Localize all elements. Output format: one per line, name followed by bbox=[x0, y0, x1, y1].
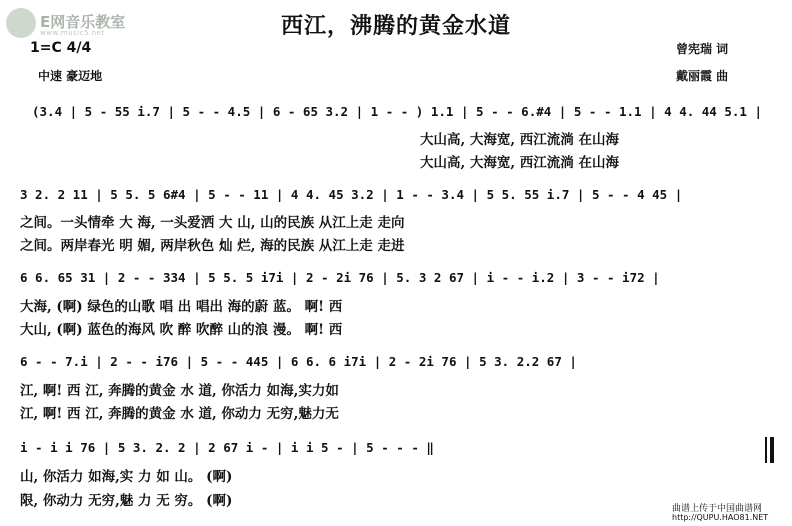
notation-line-5: i - i i 76 | 5 3. 2. 2 | 2 67 i - | i i 5 - | 5 - - - ‖ bbox=[20, 440, 434, 455]
key-signature: 1=C 4/4 bbox=[30, 40, 92, 56]
lyrics-line-1-verse-1: 大山高, 大海宽, 西江流淌 在山海 bbox=[420, 132, 619, 148]
tempo-marking: 中速 豪迈地 bbox=[38, 69, 103, 83]
lyrics-line-5-verse-2: 限, 你动力 无穷,魅 力 无 穷。 (啊) bbox=[20, 493, 233, 509]
lyrics-line-5-verse-1: 山, 你活力 如海,实 力 如 山。 (啊) bbox=[20, 469, 233, 485]
logo-url-graphic: www.music5.net bbox=[40, 29, 105, 37]
footer-url: http://QUPU.HAO81.NET bbox=[672, 513, 769, 522]
song-title: 西江，沸腾的黄金水道 bbox=[280, 13, 511, 39]
notation-line-2: 3 2. 2 11 | 5 5. 5 6#4 | 5 - - 11 | 4 4. 45 3.2 | 1 - - 3.4 | 5 5. 55 i.7 | 5 - - 4 45 | bbox=[20, 187, 683, 202]
lyrics-line-2-verse-1: 之间。一头情牵 大 海, 一头爱洒 大 山, 山的民族 从江上走 走向 bbox=[20, 215, 405, 231]
logo-text: E网音乐教室 bbox=[40, 13, 126, 31]
lyrics-line-2-verse-2: 之间。两岸春光 明 媚, 两岸秋色 灿 烂, 海的民族 从江上走 走进 bbox=[20, 238, 405, 254]
composer-credit: 戴丽霞 曲 bbox=[676, 69, 729, 83]
footer-upload-note: 曲谱上传于中国曲谱网 bbox=[672, 504, 763, 514]
lyrics-line-1-verse-2: 大山高, 大海宽, 西江流淌 在山海 bbox=[420, 155, 619, 171]
final-barline-thick bbox=[770, 437, 774, 463]
lyrics-line-3-verse-1: 大海, (啊) 绿色的山歌 唱 出 唱出 海的蔚 蓝。 啊! 西 bbox=[20, 299, 343, 315]
lyrics-line-4-verse-1: 江, 啊! 西 江, 奔腾的黄金 水 道, 你活力 如海,实力如 bbox=[20, 383, 339, 399]
final-barline-thin bbox=[765, 437, 767, 463]
lyrics-line-4-verse-2: 江, 啊! 西 江, 奔腾的黄金 水 道, 你动力 无穷,魅力无 bbox=[20, 406, 339, 422]
notation-line-4: 6 - - 7.i | 2 - - i76 | 5 - - 445 | 6 6. 6 i7i | 2 - 2i 76 | 5 3. 2.2 67 | bbox=[20, 354, 577, 369]
lyrics-line-3-verse-2: 大山, (啊) 蓝色的海风 吹 醉 吹醉 山的浪 漫。 啊! 西 bbox=[20, 322, 343, 338]
notation-line-1: (3.4 | 5 - 55 i.7 | 5 - - 4.5 | 6 - 65 3.2 | 1 - - ) 1.1 | 5 - - 6.#4 | 5 - - 1.1 | 4 4. 44 5.1 | bbox=[32, 104, 762, 119]
notation-line-3: 6 6. 65 31 | 2 - - 334 | 5 5. 5 i7i | 2 - 2i 76 | 5. 3 2 67 | i - - i.2 | 3 - - i72 | bbox=[20, 270, 660, 285]
lyricist-credit: 曾宪瑞 词 bbox=[676, 42, 729, 56]
